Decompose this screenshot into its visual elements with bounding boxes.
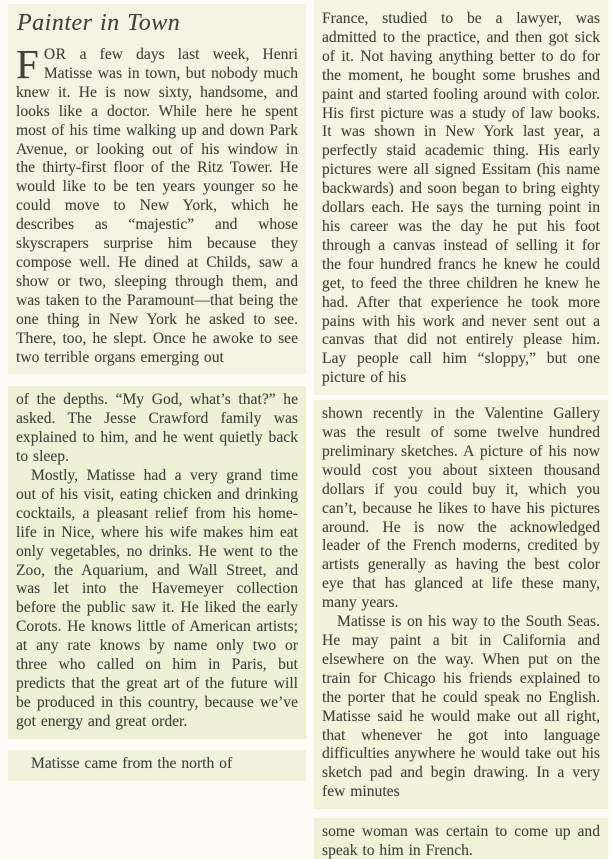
text-block-left-3 xyxy=(8,750,306,781)
right-column xyxy=(314,0,608,859)
article-title: Painter in Town xyxy=(17,10,181,36)
paragraph-text: Matisse is on his way to the South Seas. He may paint a bit in California and elsewhere on the way. When put on the train for Chicago his friends explained to the porter that he could speak no English. Matisse said he would make out all right, that whenever he got into language difficulties anywhere he would take out his sketch pad and begin drawing. In a very few minutes xyxy=(322,613,600,801)
paragraph-text: France, studied to be a lawyer, was admitted to the practice, and then got sick of it. Not having anything better to do for the moment, he bought some brushes and paint and started fooling around with color. His first picture was a study of law books. It was shown in New York last year, a perfectly staid academic thing. His early pictures were all signed Essitam (his name backwards) and soon began to bring eighty dollars each. He says the turning point in his career was the day he put his foot through a canvas instead of selling it for the four hundred francs he knew he could get, to feed the three children he knew he had. After that experience he took more pains with his work and never sent out a canvas that did not entirely please him. Lay people call him “sloppy,” but one picture of his xyxy=(322,10,600,387)
lead-paragraph xyxy=(16,41,298,367)
paragraph-text: a few days last week, Henri Matisse was in town, but nobody much knew it. He is now sixty, handsome, and looks like a doctor. While here he spent most of his time walking up and down Park Avenue, or looking out of his window in the thirty-first floor of the Ritz Tower. He would like to be ten years younger so he could move to New York, which he describes as “majestic” and whose skyscrapers surprise him because they compose well. He dined at Childs, saw a show or two, sleeping through them, and was taken to the Paramount—that being the one thing in New York he asked to see. There, too, he slept. Once he awoke to see two terrible organs emerging out xyxy=(16,46,298,366)
lead-caps: OR xyxy=(43,46,67,63)
paragraph-text: some woman was certain to come up and speak to him in French. xyxy=(322,823,600,859)
paragraph-text: Matisse came from the north of xyxy=(31,754,233,772)
text-block-left-1 xyxy=(8,4,306,374)
text-block-right-1 xyxy=(314,0,608,395)
left-column xyxy=(8,0,306,781)
paragraph-text: Mostly, Matisse had a very grand time out of his visit, eating chicken and drinking cocktails, a pleasant relief from his home-life in Nice, where his wife makes him eat only vegetables, no drinks. He went to the Zoo, the Aquarium, and Wall Street, and was let into the Havemeyer collection before the public saw it. He liked the early Corots. He knows little of American artists; at any rate knows by name only two or three who called on him in Paris, but predicts that the great art of the future will be produced in this country, because we’ve got energy and great order. xyxy=(16,467,298,730)
paragraph-text: shown recently in the Valentine Gallery was the result of some twelve hundred preliminary sketches. A picture of his now would cost you about sixteen thousand dollars if you could buy it, which you can’t, because he likes to have his pictures around. He is now the acknowledged leader of the French moderns, credited by artists generally as having the best color eye that has glanced at life these many, many years. xyxy=(322,405,600,612)
text-block-right-2 xyxy=(314,400,608,809)
text-block-left-2 xyxy=(8,386,306,738)
dropcap-letter: F xyxy=(16,41,39,87)
text-block-right-3 xyxy=(314,818,608,859)
paragraph-text: of the depths. “My God, what’s that?” he asked. The Jesse Crawford family was explained to him, and he went quietly back to sleep. xyxy=(16,391,298,466)
